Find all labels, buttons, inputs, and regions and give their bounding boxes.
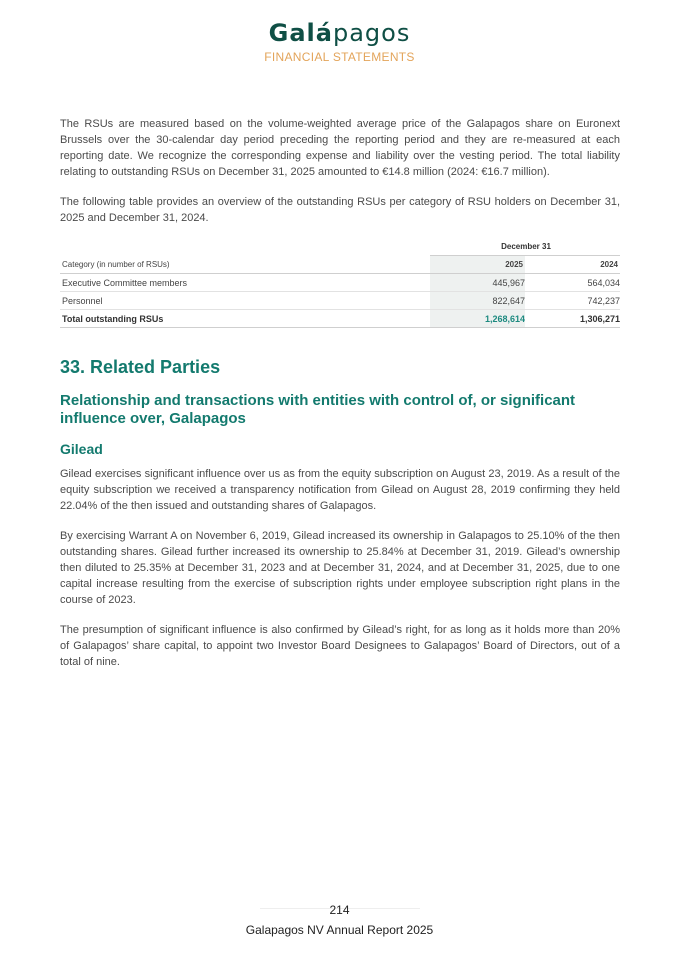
page-content bbox=[60, 116, 620, 670]
table-group-header-row bbox=[60, 238, 620, 256]
row-value-2025: 822,647 bbox=[430, 292, 525, 310]
section-label: FINANCIAL STATEMENTS bbox=[264, 50, 415, 64]
table-total-row bbox=[60, 310, 620, 328]
gilead-ownership-paragraph: By exercising Warrant A on November 6, 2019, Gilead increased its ownership in Galapagos to 25.10% of the then outstanding shares. Gilead further increased its ownership to 25.84% at December 31, 2019. Gilead’s ownership then diluted to 25.35% at December 31, 2023 and at December 31, 2024, and at December 31, 2025, due to one capital increase resulting from the exercise of subscription rights under employee subscription right plans in the course of 2023. bbox=[60, 530, 620, 606]
gilead-influence-paragraph: Gilead exercises significant influence over us as from the equity subscription on August 23, 2019. As a result of the equity subscription we received a transparency notification from Gilead on August 28, 2019 confirming they held 22.04% of the then issued and outstanding shares of Galapagos. bbox=[60, 468, 620, 512]
logo-light-part: pagos bbox=[332, 19, 411, 47]
page-footer bbox=[0, 903, 679, 938]
column-header-2024: 2024 bbox=[525, 256, 620, 274]
total-value-2024: 1,306,271 bbox=[525, 310, 620, 328]
section-heading-related-parties: 33. Related Parties bbox=[60, 357, 221, 377]
logo-bold-part: Galá bbox=[268, 19, 333, 47]
page-header bbox=[0, 18, 679, 64]
rsu-measurement-paragraph: The RSUs are measured based on the volume-weighted average price of the Galapagos share on Euronext Brussels over the 30-calendar day period preceding the reporting period and they are re-measured at each reporting date. We recognize the corresponding expense and liability over the vesting period. The total liability relating to outstanding RSUs on December 31, 2025 amounted to €14.8 million (2024: €16.7 million). bbox=[60, 118, 620, 178]
table-row bbox=[60, 274, 620, 292]
row-value-2024: 564,034 bbox=[525, 274, 620, 292]
rsu-table-intro-paragraph: The following table provides an overview of the outstanding RSUs per category of RSU holders on December 31, 2025 and December 31, 2024. bbox=[60, 196, 620, 224]
row-value-2025: 445,967 bbox=[430, 274, 525, 292]
report-name: Galapagos NV Annual Report 2025 bbox=[245, 923, 434, 937]
total-label: Total outstanding RSUs bbox=[60, 310, 430, 328]
column-header-2025: 2025 bbox=[430, 256, 525, 274]
row-value-2024: 742,237 bbox=[525, 292, 620, 310]
table-row bbox=[60, 292, 620, 310]
table-header-row bbox=[60, 256, 620, 274]
page-number: 214 bbox=[329, 903, 350, 917]
row-label: Personnel bbox=[60, 292, 430, 310]
gilead-board-paragraph: The presumption of significant influence is also confirmed by Gilead’s right, for as long as it holds more than 20% of Galapagos’ share capital, to appoint two Investor Board Designees to Galapagos’ Board of Directors, out of a total of nine. bbox=[60, 624, 620, 668]
subheading-gilead: Gilead bbox=[60, 441, 103, 457]
subheading-relationship: Relationship and transactions with entities with control of, or significant influence over, Galapagos bbox=[60, 392, 576, 427]
table-group-header: December 31 bbox=[430, 238, 620, 256]
rsu-table bbox=[60, 238, 620, 328]
row-label: Executive Committee members bbox=[60, 274, 430, 292]
galapagos-logo bbox=[0, 18, 679, 48]
total-value-2025: 1,268,614 bbox=[430, 310, 525, 328]
column-header-category: Category (in number of RSUs) bbox=[60, 256, 430, 274]
